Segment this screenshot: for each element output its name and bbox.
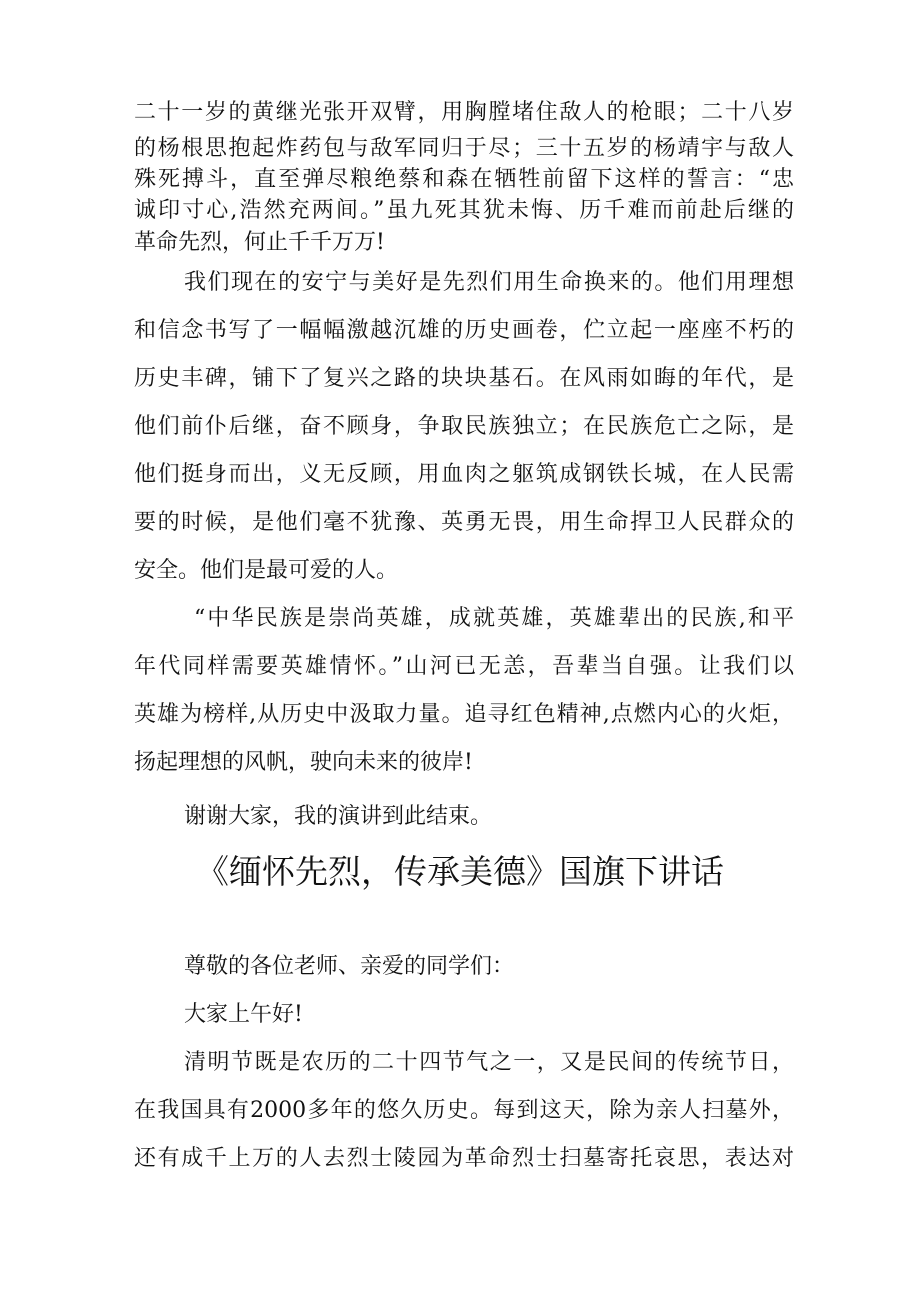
text-line: 年代同样需要英雄情怀。”山河已无恙，吾辈当自强。让我们以 xyxy=(134,654,794,679)
closing-line: 谢谢大家，我的演讲到此结束。 xyxy=(184,804,493,829)
text-line: 安全。他们是最可爱的人。 xyxy=(134,558,399,583)
text-line: 历史丰碑，铺下了复兴之路的块块基石。在风雨如晦的年代，是 xyxy=(134,366,794,391)
text-line: 他们挺身而出，义无反顾，用血肉之躯筑成钢铁长城，在人民需 xyxy=(134,462,794,487)
greeting-line: 大家上午好! xyxy=(184,1002,303,1027)
text-line: “中华民族是崇尚英雄，成就英雄，英雄辈出的民族,和平 xyxy=(194,606,794,631)
text-line: 英雄为榜样,从历史中汲取力量。追寻红色精神,点燃内心的火炬， xyxy=(134,702,794,727)
text-line: 他们前仆后继，奋不顾身，争取民族独立；在民族危亡之际，是 xyxy=(134,414,794,439)
text-line: 和信念书写了一幅幅激越沉雄的历史画卷，伫立起一座座不朽的 xyxy=(134,318,794,343)
text-line: 要的时候，是他们毫不犹豫、英勇无畏，用生命捍卫人民群众的 xyxy=(134,510,794,535)
text-line: 扬起理想的风帆，驶向未来的彼岸! xyxy=(134,750,473,775)
text-line: 在我国具有2000多年的悠久历史。每到这天，除为亲人扫墓外， xyxy=(134,1098,794,1123)
speech-title: 《缅怀先烈，传承美德》国旗下讲话 xyxy=(196,852,724,891)
text-line: 二十一岁的黄继光张开双臂，用胸膛堵住敌人的枪眼；二十八岁 xyxy=(134,100,794,125)
text-line: 清明节既是农历的二十四节气之一，又是民间的传统节日， xyxy=(184,1050,794,1075)
salutation-line: 尊敬的各位老师、亲爱的同学们： xyxy=(184,954,515,979)
text-line: 殊死搏斗，直至弹尽粮绝蔡和森在牺牲前留下这样的誓言：“忠 xyxy=(134,167,794,192)
text-line: 我们现在的安宁与美好是先烈们用生命换来的。他们用理想 xyxy=(184,270,794,295)
text-line: 诚印寸心,浩然充两间。”虽九死其犹未悔、历千难而前赴后继的 xyxy=(134,198,794,223)
text-line: 的杨根思抱起炸药包与敌军同归于尽；三十五岁的杨靖宇与敌人 xyxy=(134,136,794,161)
text-line: 革命先烈，何止千千万万! xyxy=(134,230,385,255)
text-line: 还有成千上万的人去烈士陵园为革命烈士扫墓寄托哀思，表达对 xyxy=(134,1146,794,1171)
